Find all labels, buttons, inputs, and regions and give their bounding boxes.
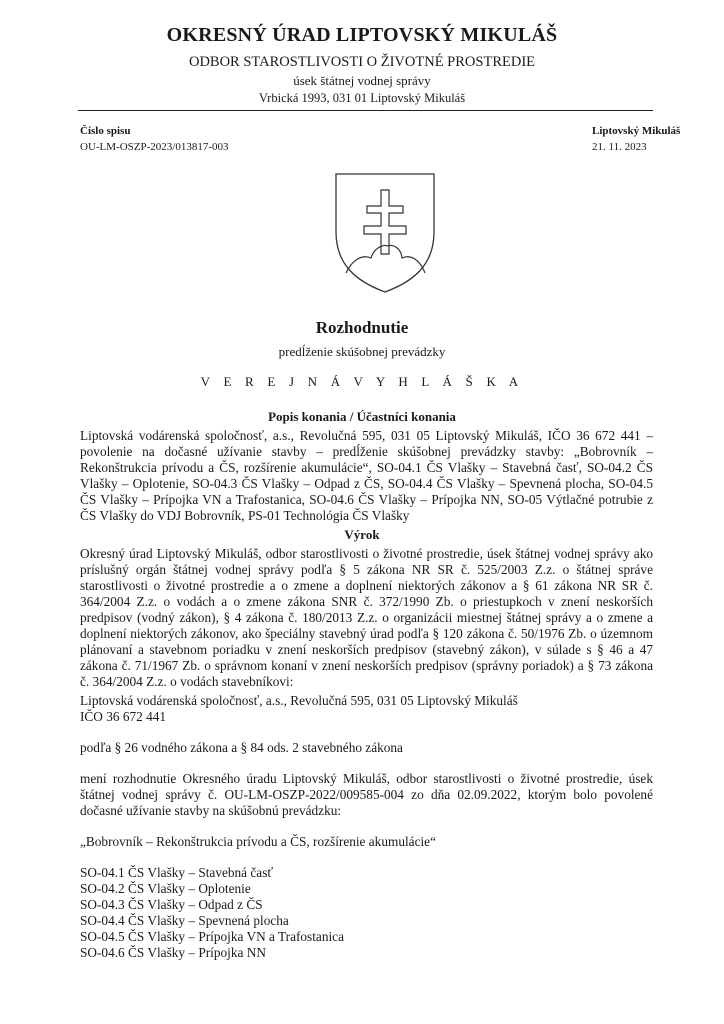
builder-name-address: Liptovská vodárenská spoločnosť, a.s., Revolučná 595, 031 05 Liptovský Mikuláš	[80, 693, 518, 708]
department-name: ODBOR STAROSTLIVOSTI O ŽIVOTNÉ PROSTREDIE	[188, 54, 536, 70]
place: Liptovský Mikuláš	[592, 125, 681, 137]
builder-ico: IČO 36 672 441	[80, 709, 167, 724]
legal-basis: podľa § 26 vodného zákona a § 84 ods. 2 stavebného zákona	[80, 740, 403, 755]
document-title: Rozhodnutie	[315, 318, 409, 337]
list-item: SO-04.5 ČS Vlašky – Prípojka VN a Trafostanica	[80, 929, 344, 944]
file-number: OU-LM-OSZP-2023/013817-003	[80, 141, 229, 153]
verdict-heading: Výrok	[344, 527, 380, 542]
slovak-coat-of-arms-icon	[332, 170, 438, 295]
proceeding-description: Liptovská vodárenská spoločnosť, a.s., Revolučná 595, 031 05 Liptovský Mikuláš, IČO 36 672 441 – povolenie na dočasné užívanie stavby – predĺženie skúšobnej prevádzky stavby: „Bobrovník – Rekonštrukcia prívodu a ČS, rozšírenie akumulácie“, SO-04.1 ČS Vlašky – Stavebná časť, SO-04.2 ČS Vlašky – Oplotenie, SO-04.3 ČS Vlašky – Odpad z ČS, SO-04.4 ČS Vlašky – Spevnená plocha, SO-04.5 ČS Vlašky – Prípojka VN a Trafostanica, SO-04.6 ČS Vlašky – Prípojka NN, SO-05 Výtlačné potrubie z ČS Vlašky do VDJ Bobrovník, PS-01 Technológia ČS Vlašky	[80, 428, 653, 523]
section-name: úsek štátnej vodnej správy	[293, 73, 431, 88]
office-address: Vrbická 1993, 031 01 Liptovský Mikuláš	[258, 91, 466, 105]
document-subtitle: predĺženie skúšobnej prevádzky	[278, 344, 446, 359]
proceeding-heading: Popis konania / Účastníci konania	[268, 409, 456, 424]
building-objects-list	[80, 865, 344, 961]
place-date-block	[592, 123, 680, 155]
file-number-label: Číslo spisu	[80, 125, 131, 137]
project-name: „Bobrovník – Rekonštrukcia prívodu a ČS, rozšírenie akumulácie“	[80, 834, 436, 849]
date: 21. 11. 2023	[592, 141, 647, 153]
builder-entity	[80, 693, 680, 725]
public-notice-heading: V E R E J N Á V Y H L Á Š K A	[200, 374, 524, 389]
list-item: SO-04.6 ČS Vlašky – Prípojka NN	[80, 945, 266, 960]
office-name: OKRESNÝ ÚRAD LIPTOVSKÝ MIKULÁŠ	[166, 24, 558, 46]
list-item: SO-04.1 ČS Vlašky – Stavebná časť	[80, 865, 274, 880]
list-item: SO-04.2 ČS Vlašky – Oplotenie	[80, 881, 251, 896]
list-item: SO-04.4 ČS Vlašky – Spevnená plocha	[80, 913, 289, 928]
change-statement: mení rozhodnutie Okresného úradu Liptovský Mikuláš, odbor starostlivosti o životné prostredie, úsek štátnej vodnej správy č. OU-LM-OSZP-2022/009585-004 zo dňa 02.09.2022, ktorým bolo povolené dočasné užívanie stavby na skúšobnú prevádzku:	[80, 771, 653, 818]
list-item: SO-04.3 ČS Vlašky – Odpad z ČS	[80, 897, 263, 912]
file-number-block	[80, 123, 229, 155]
header-divider	[78, 110, 653, 111]
verdict-text: Okresný úrad Liptovský Mikuláš, odbor starostlivosti o životné prostredie, úsek štátnej vodnej správy ako príslušný orgán štátnej vodnej správy podľa § 5 zákona NR SR č. 525/2003 Z.z. o štátnej správe starostlivosti o životné prostredie a o zmene a doplnení niektorých zákonov a § 61 zákona NR SR č. 364/2004 Z.z. o vodách a o zmene zákona SNR č. 372/1990 Zb. o priestupkoch v znení neskorších predpisov (vodný zákon), § 4 zákona č. 180/2013 Z.z. o organizácii miestnej štátnej správy a o zmene a doplnení niektorých zákonov, ako špeciálny stavebný úrad podľa § 120 zákona č. 50/1976 Zb. o územnom plánovaní a stavebnom poriadku v znení neskorších predpisov (stavebný zákon), v súlade s § 46 a 47 zákona č. 71/1967 Zb. o správnom konaní v znení neskorších predpisov (správny poriadok) a § 73 zákona č. 364/2004 Z.z. o vodách stavebníkovi:	[80, 546, 653, 689]
